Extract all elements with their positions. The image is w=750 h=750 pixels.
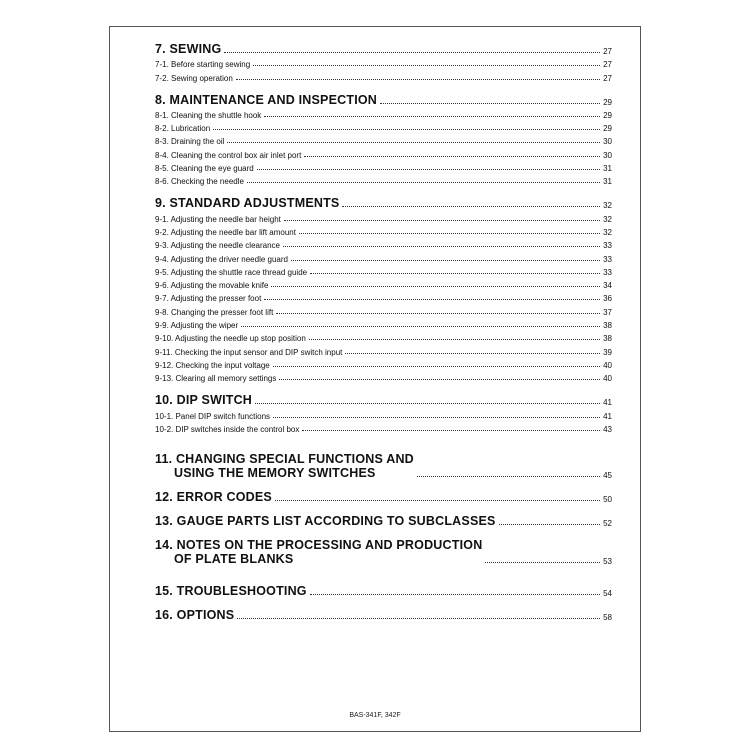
toc-entry-label: 8-2. Lubrication: [155, 124, 211, 134]
toc-subsection-entry: [155, 343, 612, 356]
toc-page-number: 32: [603, 227, 612, 237]
toc-section-entry: [155, 566, 612, 598]
toc-dot-leader: [279, 379, 600, 380]
toc-entry-label: 10. DIP SWITCH: [155, 393, 253, 408]
toc-subsection-entry: [155, 146, 612, 159]
toc-entry-label: 7-1. Before starting sewing: [155, 60, 251, 70]
toc-entry-label: 9. STANDARD ADJUSTMENTS: [155, 196, 340, 211]
toc-entry-label: 13. GAUGE PARTS LIST ACCORDING TO SUBCLASSES: [155, 513, 496, 528]
toc-entry-label: 9-10. Adjusting the needle up stop position: [155, 334, 306, 344]
toc-page-number: 32: [603, 214, 612, 224]
toc-page-number: 31: [603, 164, 612, 174]
table-of-contents: [155, 39, 612, 622]
toc-entry-label: 10-1. Panel DIP switch functions: [155, 411, 271, 421]
toc-section-entry: [155, 383, 612, 407]
toc-dot-leader: [485, 562, 600, 563]
toc-section-entry: [155, 39, 612, 56]
toc-page-number: 50: [603, 494, 612, 504]
toc-entry-label: 10-2. DIP switches inside the control box: [155, 424, 300, 434]
toc-page-number: 39: [603, 347, 612, 357]
toc-dot-leader: [417, 476, 600, 477]
toc-page-number: 30: [603, 137, 612, 147]
toc-subsection-entry: [155, 290, 612, 303]
toc-entry-label: 8-1. Cleaning the shuttle hook: [155, 110, 262, 120]
toc-dot-leader: [310, 273, 600, 274]
toc-dot-leader: [342, 206, 600, 207]
toc-entry-label: 7-2. Sewing operation: [155, 73, 233, 83]
toc-subsection-entry: [155, 303, 612, 316]
toc-entry-label: 8-5. Cleaning the eye guard: [155, 164, 254, 174]
toc-page-number: 32: [603, 201, 612, 211]
toc-entry-label-line2: USING THE MEMORY SWITCHES: [174, 465, 376, 480]
toc-subsection-entry: [155, 173, 612, 186]
toc-entry-label: 15. TROUBLESHOOTING: [155, 583, 307, 598]
toc-section-entry: [155, 480, 612, 504]
toc-page-number: 31: [603, 177, 612, 187]
toc-entry-label-line1: 11. CHANGING SPECIAL FUNCTIONS AND: [155, 451, 414, 466]
toc-entry-label: 9-6. Adjusting the movable knife: [155, 281, 269, 291]
toc-subsection-entry: [155, 69, 612, 82]
toc-dot-leader: [271, 286, 600, 287]
toc-page-number: 53: [603, 556, 612, 566]
toc-entry-label: 9-2. Adjusting the needle bar lift amount: [155, 227, 296, 237]
toc-entry-label: [155, 538, 482, 566]
toc-section-entry: [155, 528, 612, 566]
toc-page-number: 29: [603, 110, 612, 120]
toc-subsection-entry: [155, 224, 612, 237]
toc-subsection-entry: [155, 357, 612, 370]
toc-page-number: 38: [603, 321, 612, 331]
toc-page-number: 27: [603, 60, 612, 70]
toc-page-number: 27: [603, 73, 612, 83]
toc-page-number: 33: [603, 267, 612, 277]
toc-entry-label: 8-6. Checking the needle: [155, 177, 244, 187]
toc-subsection-entry: [155, 330, 612, 343]
toc-entry-label: 9-4. Adjusting the driver needle guard: [155, 254, 288, 264]
toc-page-number: 40: [603, 360, 612, 370]
toc-dot-leader: [224, 52, 600, 53]
toc-page-number: 52: [603, 518, 612, 528]
toc-subsection-entry: [155, 237, 612, 250]
toc-entry-label: 7. SEWING: [155, 42, 222, 56]
toc-section-entry: [155, 434, 612, 480]
toc-dot-leader: [291, 260, 600, 261]
toc-subsection-entry: [155, 56, 612, 69]
toc-subsection-entry: [155, 317, 612, 330]
toc-page-number: 38: [603, 334, 612, 344]
toc-page-number: 29: [603, 124, 612, 134]
toc-dot-leader: [302, 430, 600, 431]
toc-entry-label: 8-4. Cleaning the control box air inlet port: [155, 150, 302, 160]
toc-dot-leader: [310, 594, 600, 595]
toc-dot-leader: [213, 129, 600, 130]
toc-dot-leader: [253, 65, 600, 66]
toc-dot-leader: [264, 116, 600, 117]
toc-dot-leader: [276, 313, 600, 314]
toc-dot-leader: [499, 524, 601, 525]
toc-dot-leader: [273, 417, 600, 418]
toc-entry-label: 9-1. Adjusting the needle bar height: [155, 214, 281, 224]
toc-page-number: 33: [603, 241, 612, 251]
toc-subsection-entry: [155, 277, 612, 290]
toc-entry-label: 9-5. Adjusting the shuttle race thread guide: [155, 267, 308, 277]
toc-entry-label: 9-9. Adjusting the wiper: [155, 321, 239, 331]
toc-page-number: 45: [603, 470, 612, 480]
toc-page-number: 41: [603, 398, 612, 408]
toc-page-number: 33: [603, 254, 612, 264]
toc-subsection-entry: [155, 133, 612, 146]
toc-entry-label: 9-3. Adjusting the needle clearance: [155, 241, 280, 251]
toc-section-entry: [155, 504, 612, 528]
toc-dot-leader: [257, 169, 600, 170]
toc-entry-label: 8-3. Draining the oil: [155, 137, 225, 147]
toc-entry-label: 9-12. Checking the input voltage: [155, 360, 270, 370]
toc-dot-leader: [247, 182, 600, 183]
toc-entry-label: 9-8. Changing the presser foot lift: [155, 307, 274, 317]
toc-page-number: 58: [603, 612, 612, 622]
toc-dot-leader: [236, 79, 600, 80]
toc-entry-label: 16. OPTIONS: [155, 607, 235, 622]
toc-dot-leader: [283, 246, 600, 247]
toc-dot-leader: [255, 403, 600, 404]
toc-dot-leader: [241, 326, 600, 327]
toc-entry-label: 9-11. Checking the input sensor and DIP switch input: [155, 347, 343, 357]
toc-entry-label: [155, 452, 414, 480]
toc-dot-leader: [309, 339, 600, 340]
toc-entry-label: 9-13. Clearing all memory settings: [155, 374, 277, 384]
toc-page-number: 29: [603, 97, 612, 107]
toc-page-number: 37: [603, 307, 612, 317]
toc-dot-leader: [264, 299, 600, 300]
toc-dot-leader: [345, 353, 600, 354]
toc-section-entry: [155, 186, 612, 210]
toc-entry-label: 8. MAINTENANCE AND INSPECTION: [155, 92, 378, 107]
toc-subsection-entry: [155, 120, 612, 133]
toc-page-number: 43: [603, 424, 612, 434]
toc-entry-label: 12. ERROR CODES: [155, 489, 272, 504]
toc-page-number: 40: [603, 374, 612, 384]
toc-page-number: 54: [603, 588, 612, 598]
toc-dot-leader: [304, 156, 600, 157]
toc-dot-leader: [299, 233, 600, 234]
toc-subsection-entry: [155, 264, 612, 277]
toc-section-entry: [155, 83, 612, 107]
toc-dot-leader: [227, 142, 600, 143]
toc-page-number: 36: [603, 294, 612, 304]
toc-dot-leader: [380, 103, 600, 104]
toc-entry-label: 9-7. Adjusting the presser foot: [155, 294, 262, 304]
toc-subsection-entry: [155, 250, 612, 263]
toc-dot-leader: [273, 366, 600, 367]
toc-subsection-entry: [155, 107, 612, 120]
toc-subsection-entry: [155, 407, 612, 420]
toc-entry-label-line2: OF PLATE BLANKS: [174, 551, 294, 566]
toc-entry-label-line1: 14. NOTES ON THE PROCESSING AND PRODUCTION: [155, 537, 483, 552]
toc-page-number: 34: [603, 281, 612, 291]
toc-subsection-entry: [155, 210, 612, 223]
toc-subsection-entry: [155, 160, 612, 173]
toc-dot-leader: [275, 500, 600, 501]
toc-page-number: 27: [603, 47, 612, 56]
toc-dot-leader: [284, 220, 600, 221]
toc-dot-leader: [237, 618, 600, 619]
toc-page-number: 30: [603, 150, 612, 160]
toc-subsection-entry: [155, 370, 612, 383]
page-footer: BAS-341F, 342F: [349, 712, 401, 719]
toc-page-number: 41: [603, 411, 612, 421]
toc-subsection-entry: [155, 421, 612, 434]
toc-section-entry: [155, 598, 612, 622]
